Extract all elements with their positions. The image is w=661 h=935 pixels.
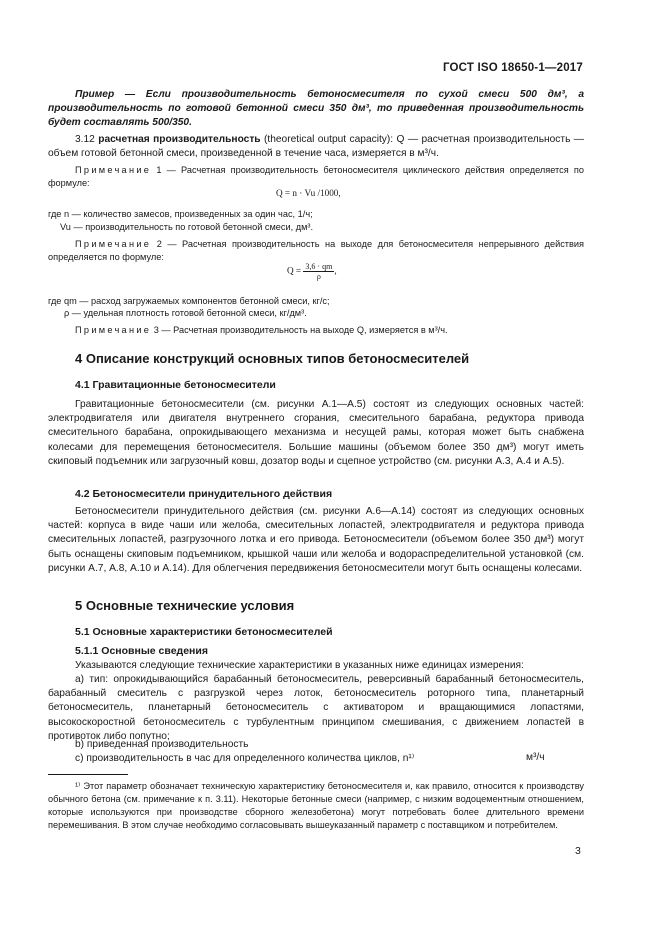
formula-2-fraction: [303, 262, 334, 281]
note-1: [48, 164, 584, 190]
section-4-2-text: Бетоносмесители принудительного действия (см. рисунки А.6—А.14) состоят из следующих основных частей: корпуса в виде чаши или желоба, смесительных лопастей, электродвигателя и редуктора привода смесительных лопастей, разгрузочного лотка и его привода. Бетоносмесители (объемом более 350 дм³) могут быть оснащены скиповым подъемником, крышкой чаши или желоба и водораспределительной установкой (см. рисунки А.7, А.8, А.10 и А.14). Для облегчения передвижения бетоносмесители могут быть оснащены колесами.: [48, 506, 584, 574]
note-1-label: Примечание: [75, 165, 152, 175]
page-number: 3: [575, 845, 581, 857]
note-2-where-rho: ρ — удельная плотность готовой бетонной смеси, кг/дм³.: [64, 308, 307, 318]
note-3-text: 3 — Расчетная производительность на выходе Q, измеряется в м³/ч.: [151, 325, 448, 335]
note-2-text: 2 — Расчетная производительность на выходе для бетоносмесителя непрерывного действия определяется по формуле:: [48, 239, 584, 262]
note-2-label: Примечание: [75, 239, 152, 249]
list-item-c-unit: м³/ч: [526, 752, 545, 763]
footnote: ¹⁾ Этот параметр обозначает техническую характеристику бетоносмесителя и, как правило, относится к производству обычного бетона (см. примечание к п. 3.11). Некоторые бетонные смеси (например, с низким водоцементным отношением, которые используются при производстве сборного железобетона) могут потребовать более длительного времени перемешивания. В этом случае необходимо согласовывать вышеуказанный параметр с поставщиком и потребителем.: [48, 781, 584, 830]
section-4-1-title: 4.1 Гравитационные бетоносмесители: [75, 379, 276, 391]
document-header: ГОСТ ISO 18650-1—2017: [442, 62, 583, 74]
note-2-where-qm: где qm — расход загружаемых компонентов бетонной смеси, кг/с;: [48, 296, 330, 306]
formula-1: Q = n · Vu /1000,: [276, 188, 341, 198]
note-1-text: 1 — Расчетная производительность бетоносмесителя циклического действия определяется по формуле:: [48, 165, 584, 188]
formula-2: Q = $\frac{3,6 \cdot qm}{\rho}$ ,: [287, 262, 337, 281]
list-item-a: а) тип: опрокидывающийся барабанный бетоносмеситель, реверсивный барабанный бетоносмеситель, барабанный смеситель с разгрузкой через лоток, бетоносмеситель роторного типа, планетарный бетоносмеситель, планетарный бетоносмеситель с активатором и вращающимися лопастями, высокоскоростной бетоносмеситель с турбулентным принципом смешивания, с движением лопастей в противоток либо попутно;: [48, 674, 584, 742]
footnote-divider: [48, 774, 128, 775]
example-label: Пример: [75, 89, 115, 100]
example-text: — Если производительность бетоносмесителя по сухой смеси 500 дм³, а производительность по готовой бетонной смеси 350 дм³, то приведенная производительность будет составлять 500/350.: [48, 89, 584, 129]
list-item-b: b) приведенная производительность: [75, 739, 249, 750]
formula-2-lhs: Q =: [287, 265, 302, 276]
clause-3-12-term: расчетная производительность: [98, 134, 261, 145]
section-4-1-text: Гравитационные бетоносмесители (см. рисунки А.1—А.5) состоят из следующих основных частей: электродвигателя или двигателя внутреннего сгорания, смесительного барабана, редуктора привода смесительного барабана, опрокидывающего механизма и несущей рамы, которая может быть снабжена колесами для перемещения бетоносмесителя. Большие машины (объемом более 350 дм³) могут иметь скиповый подъемник или загрузочный ковш, дозатор воды и сцепное устройство (см. рисунки А.3, А.4 и А.5).: [48, 399, 584, 467]
clause-3-12: [48, 133, 584, 161]
section-5-1-title: 5.1 Основные характеристики бетоносмесителей: [75, 626, 333, 638]
section-5-1-1-title: 5.1.1 Основные сведения: [75, 645, 208, 657]
formula-2-numerator: 3,6 · qm: [305, 262, 333, 271]
clause-3-12-number: 3.12: [75, 134, 95, 145]
section-5-title: 5 Основные технические условия: [75, 598, 295, 613]
list-item-c: с) производительность в час для определенного количества циклов, n¹⁾: [75, 753, 415, 764]
note-2: [48, 238, 584, 264]
formula-2-denominator: ρ: [316, 272, 321, 281]
note-1-where-n: где n — количество замесов, произведенных за один час, 1/ч;: [48, 209, 313, 219]
section-4-title: 4 Описание конструкций основных типов бетоносмесителей: [75, 351, 470, 366]
note-1-where-vu: Vu — производительность по готовой бетонной смеси, дм³.: [60, 222, 314, 232]
section-4-2-title: 4.2 Бетоносмесители принудительного действия: [75, 488, 333, 500]
example-paragraph: [48, 88, 584, 131]
clause-3-12-text: (theoretical output capacity): Q — расчетная производительность — объем готовой бетонной смеси, произведенной в течение часа, измеряется в м³/ч.: [48, 134, 584, 160]
note-3-label: Примечание: [75, 325, 152, 335]
note-3: [48, 324, 584, 337]
section-5-1-1-intro: Указываются следующие технические характеристики в указанных ниже единицах измерения:: [75, 660, 524, 671]
